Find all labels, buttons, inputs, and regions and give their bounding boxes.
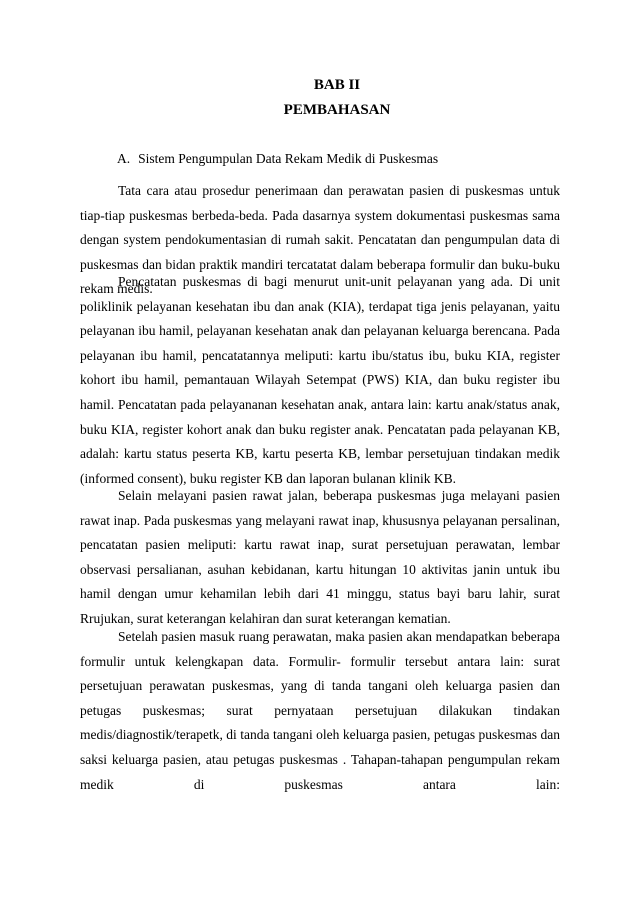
paragraph-2: Pencatatan puskesmas di bagi menurut unit-unit pelayanan yang ada. Di unit poliklinik pelayanan kesehatan ibu dan anak (KIA), terdapat tiga jenis pelayanan, yaitu pelayanan ibu hamil, pelayanan kesehatan anak dan pelayanan keluarga berencana. Pada pelayanan ibu hamil, pencatatannya meliputi: kartu ibu/status ibu, buku KIA, register kohort ibu hamil, pemantauan Wilayah Setempat (PWS) KIA, dan buku register ibu hamil. Pencatatan pada pelayananan kesehatan anak, antara lain: kartu anak/status anak, buku KIA, register kohort anak dan buku register anak. Pencatatan pada pelayanan KB, adalah: kartu status peserta KB, kartu peserta KB, lembar persetujuan tindakan medik (informed consent), buku register KB dan laporan bulanan klinik KB. [80, 274, 560, 486]
section-title: Sistem Pengumpulan Data Rekam Medik di Puskesmas [138, 151, 439, 166]
section-heading [117, 150, 438, 167]
paragraph-4: Setelah pasien masuk ruang perawatan, maka pasien akan mendapatkan beberapa formulir untuk kelengkapan data. Formulir- formulir tersebut antara lain: surat persetujuan perawatan puskesmas, yang di tanda tangani oleh keluarga pasien dan petugas puskesmas; surat pernyataan persetujuan dilakukan tindakan medis/diagnostik/terapetk, di tanda tangani oleh keluarga pasien, petugas puskesmas dan saksi keluarga pasien, atau petugas puskesmas . Tahapan-tahapan pengumpulan rekam medik di puskesmas antara lain: [80, 629, 560, 792]
chapter-title: PEMBAHASAN [283, 102, 391, 118]
paragraph-1: Tata cara atau prosedur penerimaan dan perawatan pasien di puskesmas untuk tiap-tiap puskesmas berbeda-beda. Pada dasarnya system dokumentasi puskesmas sama dengan system pendokumentasian di rumah sakit. Pencatatan dan pengumpulan data di puskesmas dan bidan praktik mandiri tercatatat dalam beberapa formulir dan buku-buku rekam medis. [80, 183, 560, 297]
paragraph-3: Selain melayani pasien rawat jalan, beberapa puskesmas juga melayani pasien rawat inap. Pada puskesmas yang melayani rawat inap, khususnya pelayanan persalinan, pencatatan pasien meliputi: kartu rawat inap, surat persetujuan perawatan, lembar observasi persalianan, asuhan kebidanan, kartu hitungan 10 aktivitas janin untuk ibu hamil dengan umur kehamilan lebih dari 41 minggu, status bayi baru lahir, surat Rrujukan, surat keterangan kelahiran dan surat keterangan kematian. [80, 488, 560, 626]
chapter-number: BAB II [313, 77, 361, 93]
section-letter: A. [117, 151, 131, 166]
